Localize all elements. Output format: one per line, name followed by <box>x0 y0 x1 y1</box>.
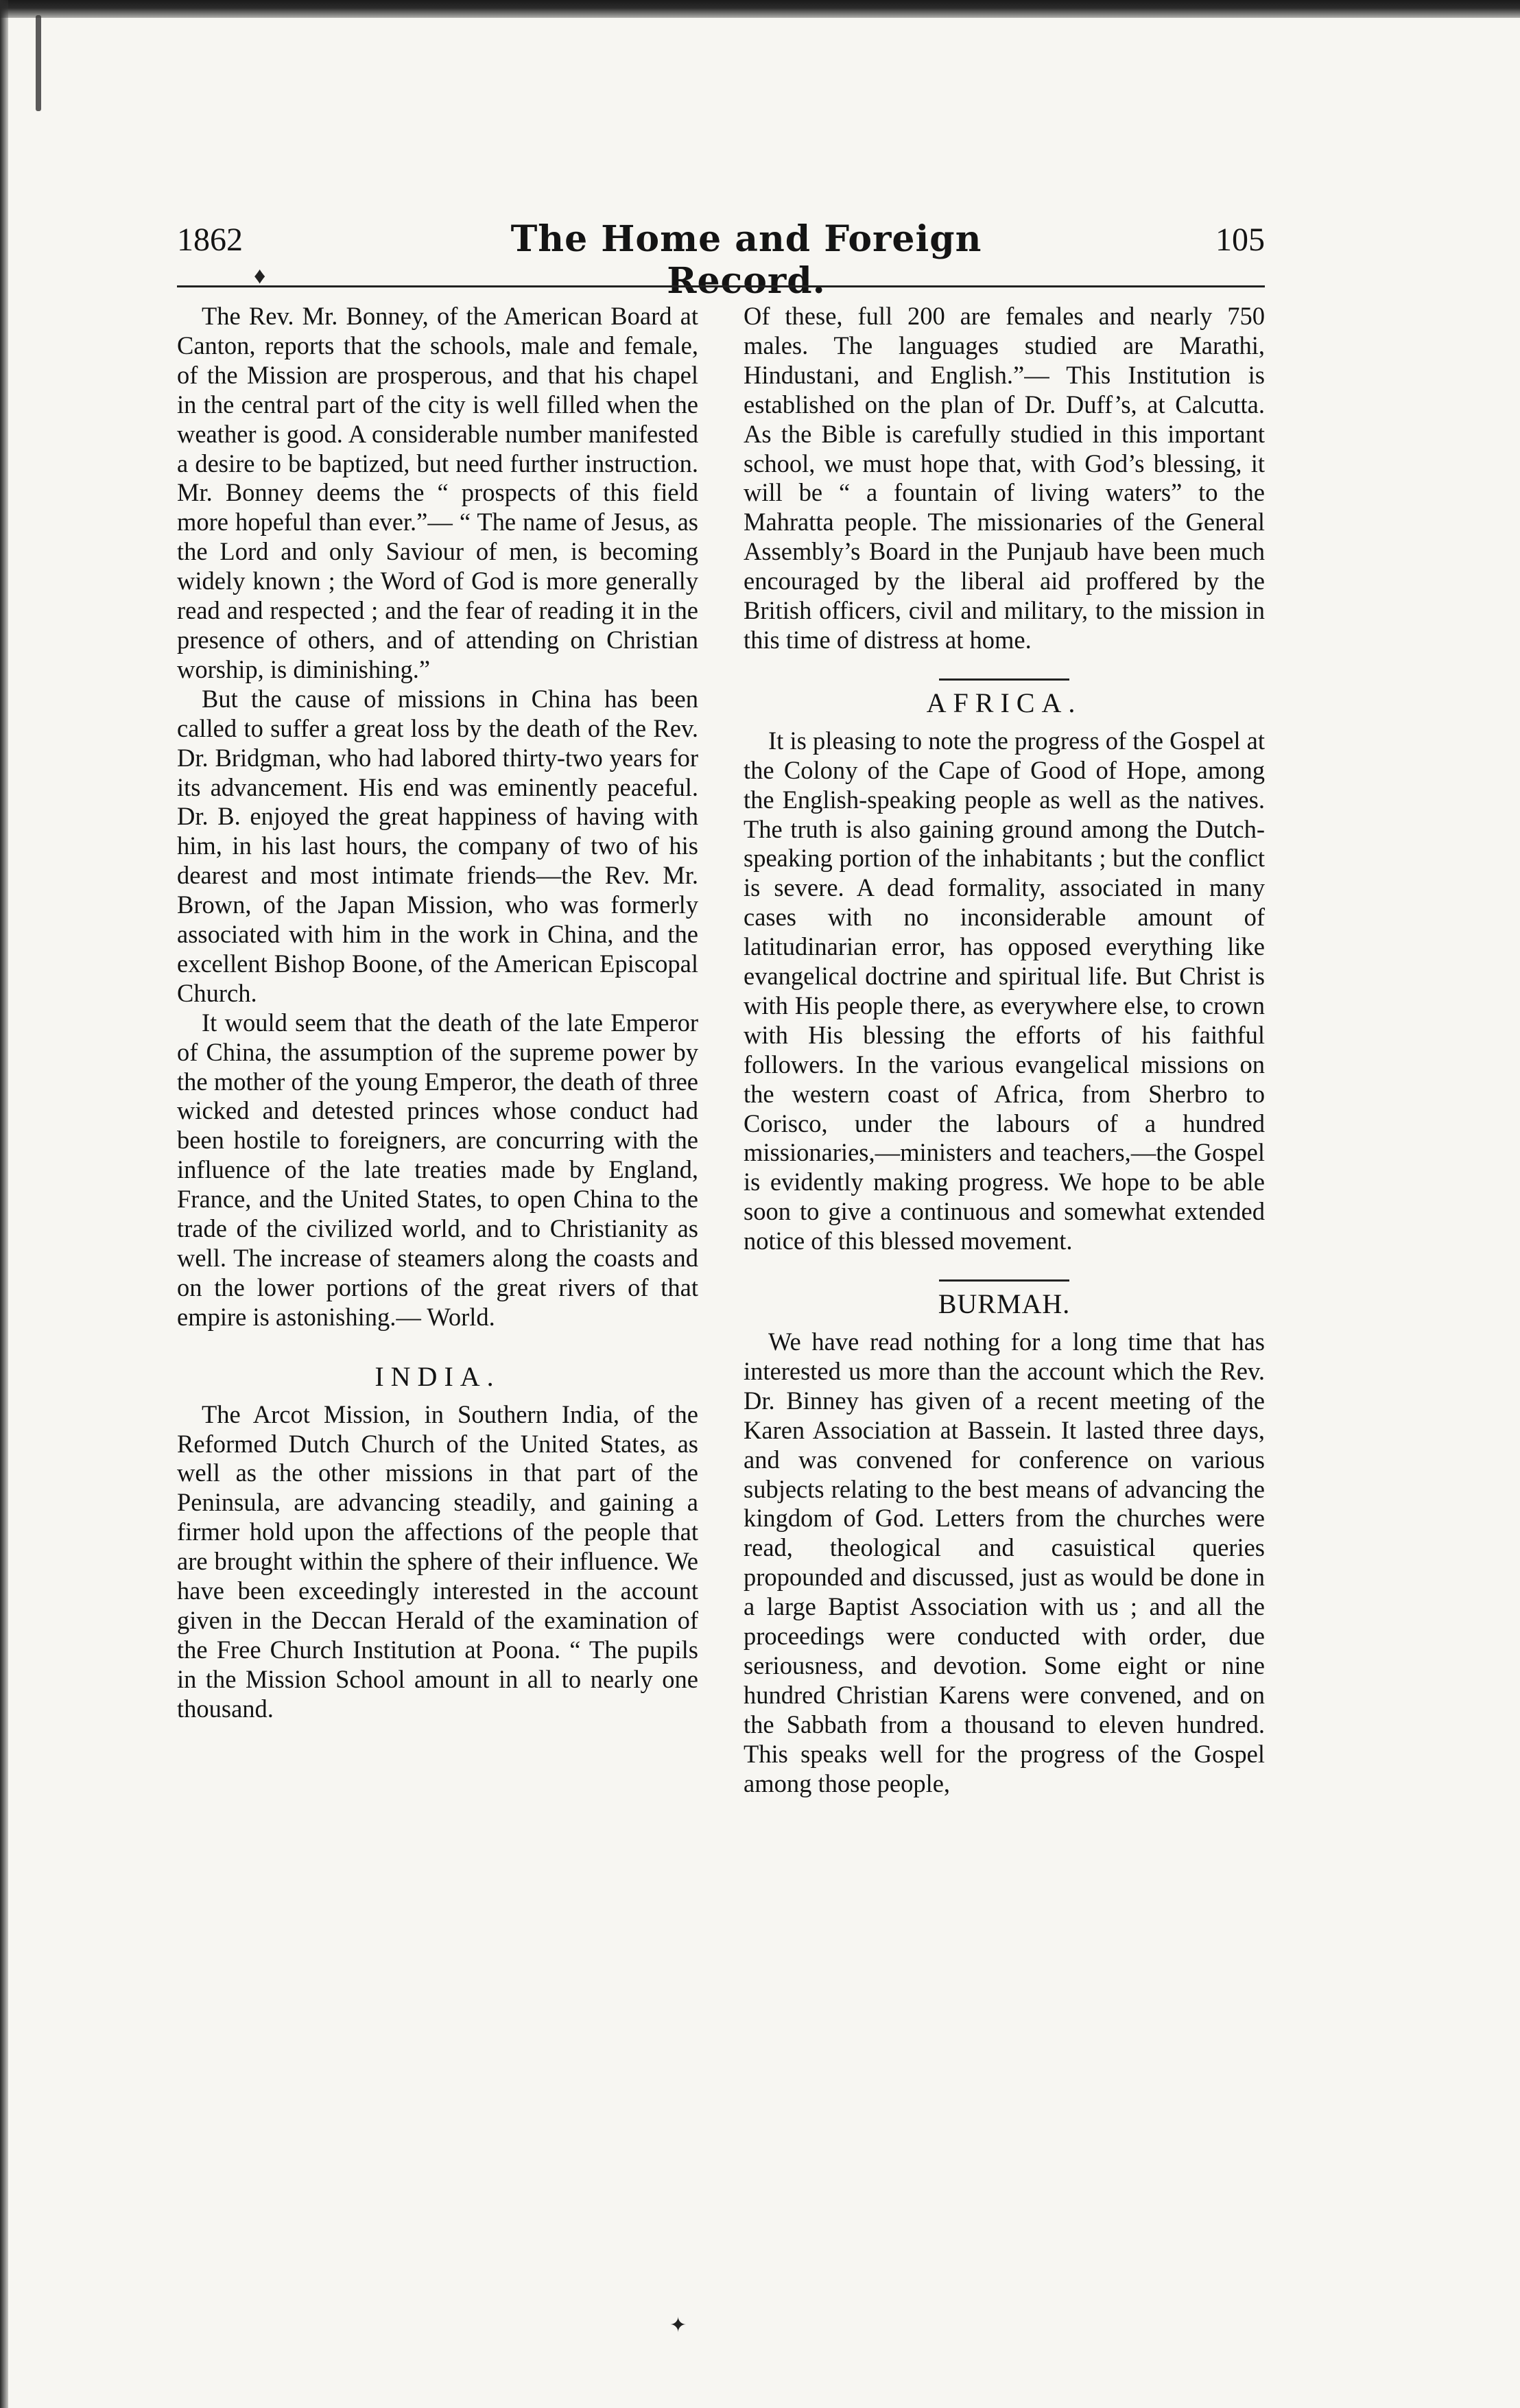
section-heading-africa: AFRICA. <box>926 687 1082 718</box>
footer-ink-mark: ✦ <box>669 2314 687 2337</box>
scan-edge-left <box>0 0 8 2408</box>
paragraph-china-bridgman: But the cause of missions in China has been called to suffer a great loss by the death of the Rev. Dr. Bridgman, who had labored thirty-two years for its advancement. His end was eminently peaceful. Dr. B. enjoyed the great happiness of having with him, in his last hours, the company of two of his dearest and most intimate friends—the Rev. Mr. Brown, of the Japan Mission, who was formerly associated with him in the work in China, and the excellent Bishop Boone, of the American Episcopal Church. <box>177 684 698 1007</box>
paragraph-burmah: We have read nothing for a long time that has interested us more than the account which the Rev. Dr. Binney has given of a recent meeting of the Karen Association at Bassein. It lasted three days, and was convened for conference on various subjects relating to the best means of advancing the kingdom of God. Letters from the churches were read, theological and casuistical queries propounded and discussed, just as would be done in a large Baptist Association with us ; and all the proceedings were conducted with order, due seriousness, and devotion. Some eight or nine hundred Christian Karens were convened, and on the Sabbath from a thousand to eleven hundred. This speaks well for the progress of the Gospel among those people, <box>744 1327 1265 1797</box>
header-title: The Home and Foreign Record. <box>510 218 982 302</box>
paragraph-china-emperor: It would seem that the death of the late Emperor of China, the assumption of the supreme power by the mother of the young Emperor, the death of three wicked and detested princes whose conduct had been hostile to foreigners, are concurring with the influence of the late treaties made by England, France, and the United States, to open China to the trade of the civilized world, and to Christianity as well. The increase of steamers along the coasts and on the lower portions of the great rivers of that empire is astonishing.— World. <box>177 1008 698 1331</box>
paragraph-china-bonney: The Rev. Mr. Bonney, of the American Board at Canton, reports that the schools, male and female, of the Mission are prosperous, and that his chapel in the central part of the city is well filled when the weather is good. A considerable number manifested a desire to be baptized, but need further instruction. Mr. Bonney deems the “ prospects of this field more hopeful than ever.”— “ The name of Jesus, as the Lord and only Saviour of men, is becoming widely known ; the Word of God is more generally read and respected ; and the fear of reading it in the presence of others, and of attending on Christian worship, is diminishing.” <box>177 302 698 683</box>
scan-edge-top <box>0 0 1520 18</box>
paragraph-africa: It is pleasing to note the progress of the Gospel at the Colony of the Cape of Good of Hope, among the English-speaking people as well as the natives. The truth is also gaining ground among the Dutch-speaking portion of the inhabitants ; but the conflict is severe. A dead formality, associated in many cases with no inconsiderable amount of latitudinarian error, has opposed everything like evangelical doctrine and spiritual life. But Christ is with His people there, as everywhere else, to crown with His blessing the efforts of his faithful followers. In the various evangelical missions on the western coast of Africa, from Sherbro to Corisco, under the labours of a hundred missionaries,—ministers and teachers,—the Gospel is evidently making progress. We hope to be able soon to give a continuous and somewhat extended notice of this blessed movement. <box>744 726 1265 1255</box>
page-number: 105 <box>1215 222 1265 258</box>
section-heading-india: INDIA. <box>375 1360 501 1392</box>
header-rule <box>177 285 1265 287</box>
running-header <box>177 218 1265 302</box>
left-column <box>177 302 698 1724</box>
ink-mark: ♦ <box>254 263 266 289</box>
section-rule <box>939 678 1069 681</box>
scan-mark <box>36 15 41 111</box>
section-heading-burmah: BURMAH. <box>938 1288 1071 1320</box>
paragraph-india: The Arcot Mission, in Southern India, of the Reformed Dutch Church of the United States, as well as the other missions in that part of the Peninsula, are advancing steadily, and gaining a firmer hold upon the affections of the people that are brought within the sphere of their influence. We have been exceedingly interested in the account given in the Deccan Herald of the examination of the Free Church Institution at Poona. “ The pupils in the Mission School amount in all to nearly one thousand. <box>177 1400 698 1723</box>
paragraph-india-continued: Of these, full 200 are females and nearly 750 males. The languages studied are Marathi, Hindustani, and English.”— This Institution is established on the plan of Dr. Duff’s, at Calcutta. As the Bible is carefully studied in this important school, we must hope that, with God’s blessing, it will be “ a fountain of living waters” to the Mahratta people. The missionaries of the General Assembly’s Board in the Punjaub have been much encouraged by the liberal aid proffered by the British officers, civil and military, to the mission in this time of distress at home. <box>744 302 1265 654</box>
section-rule <box>939 1279 1069 1282</box>
header-year: 1862 <box>177 222 243 258</box>
right-column <box>744 302 1265 1799</box>
